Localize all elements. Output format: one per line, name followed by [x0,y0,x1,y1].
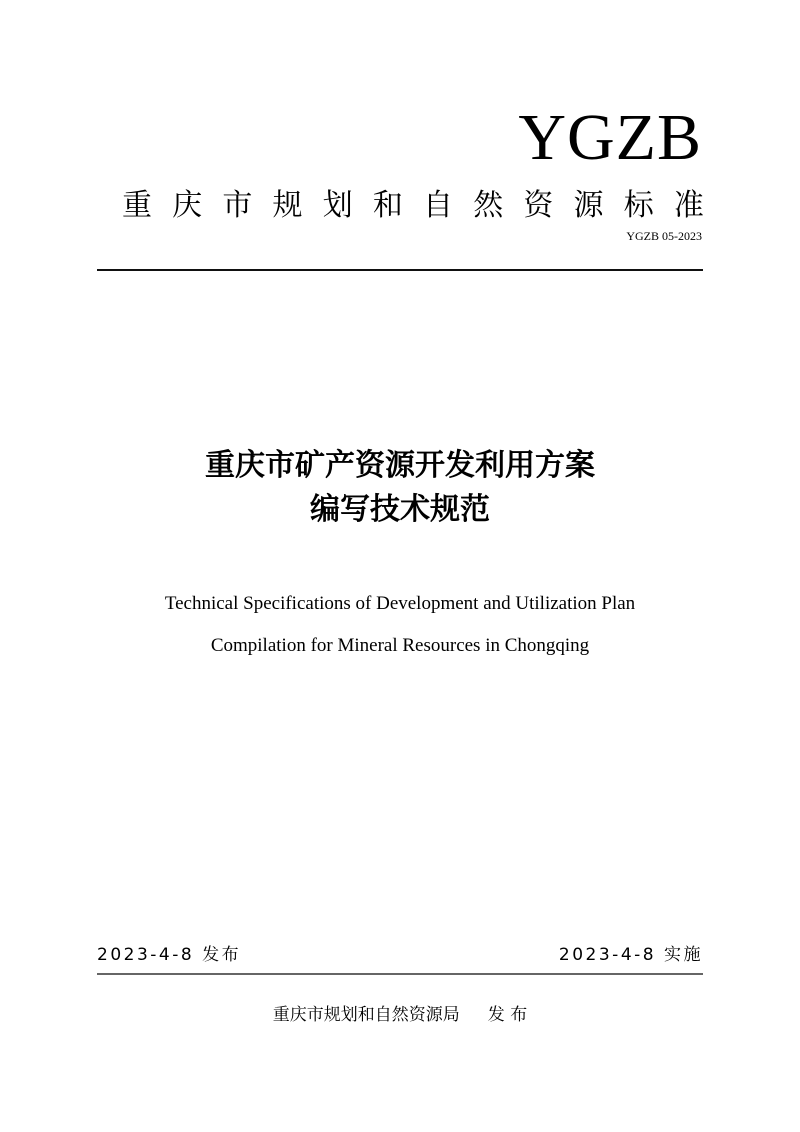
org-char: 标 [623,188,654,223]
org-char: 庆 [172,188,203,223]
issuer-action: 发 布 [487,1005,528,1025]
org-char: 然 [473,188,504,223]
document-title-en [0,583,800,667]
issuer-name: 重庆市规划和自然资源局 [272,1005,460,1025]
title-zh-line-2: 编写技术规范 [310,492,490,527]
organization-standard-title [122,186,704,226]
org-char: 和 [372,188,403,223]
title-en-line-2: Compilation for Mineral Resources in Chongqing [210,635,590,656]
org-char: 资 [523,188,554,223]
title-zh-line-1: 重庆市矿产资源开发利用方案 [205,448,595,483]
org-char: 准 [673,188,704,223]
title-en-line-1: Technical Specifications of Development and Utilization Plan [164,593,636,614]
org-char: 自 [423,188,454,223]
publish-date: 2023-4-8 发布 [97,945,242,965]
issuer-line [0,1000,800,1025]
bottom-divider [97,973,703,975]
document-title-zh [0,444,800,532]
implement-date: 2023-4-8 实施 [558,945,703,965]
org-char: 市 [222,188,253,223]
org-char: 划 [322,188,353,223]
org-char: 源 [573,188,604,223]
standard-number: YGZB 05-2023 [626,229,702,243]
org-char: 规 [272,188,303,223]
top-divider [97,269,703,271]
standard-code: YGZB [518,101,702,174]
org-char: 重 [122,188,152,223]
